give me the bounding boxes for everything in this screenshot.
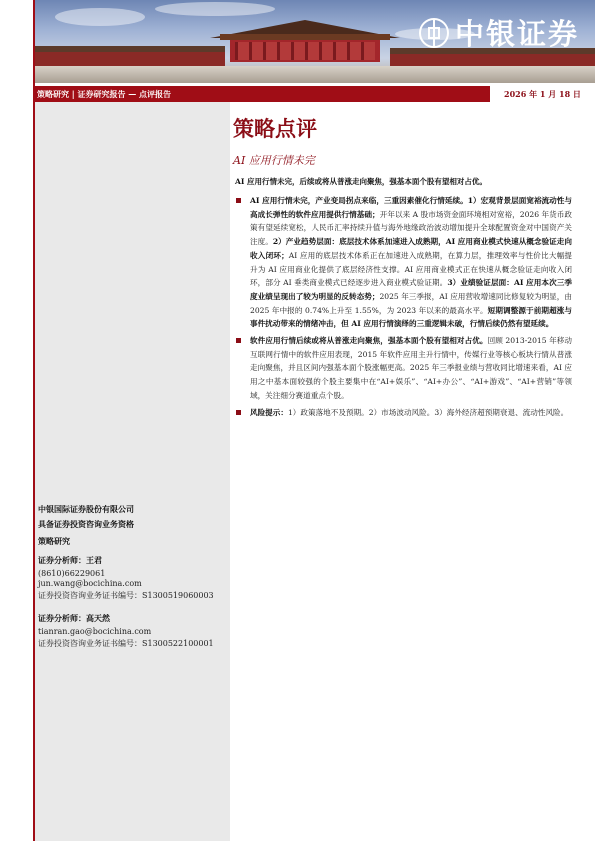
bullet-text-bold: 2）产业趋势层面：底层技术体系加速进入成熟期，AI 应用商业模式快速从概念验证走向收入闭环；: [250, 237, 573, 260]
square-bullet-icon: [236, 410, 241, 415]
header-bar: [35, 86, 595, 102]
page-title: 策略点评: [233, 117, 317, 141]
company-qualification: 具备证券投资咨询业务资格: [38, 519, 134, 529]
brand-block: [419, 12, 579, 53]
bullet-text-bold: 3）业绩验证层面：AI 应用本次三季度业绩呈现出了较为明显的反转态势；: [250, 278, 573, 301]
analyst-phone: (8610)66229061: [38, 569, 106, 578]
company-name: 中银国际证券股份有限公司: [38, 504, 134, 514]
square-bullet-icon: [236, 338, 241, 343]
header-banner: [35, 0, 595, 83]
bullet-text: 1）政策落地不及预期。2）市场波动风险。3）海外经济超预期衰退、流动性风险。: [287, 407, 569, 417]
square-bullet-icon: [236, 198, 241, 203]
bullet-item: [236, 334, 572, 403]
bullet-item: [236, 406, 572, 420]
department: 策略研究: [38, 536, 70, 546]
report-category: 策略研究 | 证券研究报告 — 点评报告: [37, 89, 172, 99]
bullet-text: AI 应用的底层技术体系正在加速进入成熟期，在算力层，推理效率与性价比大幅提升为 AI 应用商业化提供了底层经济性支撑。AI 应用商业模式正在快速从概念验证走向收入闭环，部分 AI 垂类商业模式已经逐步进入商业模式验证期。: [250, 250, 572, 288]
sidebar: [35, 102, 230, 841]
bullet-list: [236, 194, 572, 422]
report-date: 2026 年 1 月 18 日: [490, 86, 595, 102]
analyst-cert: 证券投资咨询业务证书编号：S1300522100001: [38, 639, 214, 648]
analyst-name: 证券分析师：王君: [38, 555, 102, 565]
bullet-item: [236, 194, 572, 331]
page-subtitle: AI 应用行情未完: [233, 154, 315, 167]
boc-logo-icon: [419, 18, 449, 48]
bullet-text-bold: AI 应用行情未完，产业变局拐点来临，三重因素催化行情延续。1）宏观背景层面宽裕流动性与高成长弹性的软件应用提供行情基础；: [250, 196, 572, 219]
summary-line: AI 应用行情未完，后续或将从普涨走向聚焦，强基本面个股有望相对占优。: [235, 177, 487, 186]
analyst-email[interactable]: tianran.gao@bocichina.com: [38, 627, 152, 636]
bullet-text: 开年以来 A 股市场资金面环境相对宽裕，2026 年货币政策有望延续宽松，人民币汇率持续升值与海外地缘政治波动增加提升全球配置资金对中国资产关注度。: [250, 209, 572, 247]
bullet-text-bold: 短期调整源于前期超涨与事件扰动带来的情绪冲击，但 AI 应用行情演绎的三重逻辑未破，行情后续仍然有望延续。: [250, 305, 573, 329]
brand-name: 中银证券: [454, 17, 579, 51]
analyst-name: 证券分析师：高天然: [38, 613, 110, 623]
analyst-email[interactable]: jun.wang@bocichina.com: [38, 579, 142, 588]
analyst-cert: 证券投资咨询业务证书编号：S1300519060003: [38, 591, 214, 600]
bullet-text: 2025 年三季报，AI 应用营收增速同比修复较为明显，由 2025 年中报的 0.74%上升至 1.55%，为 2023 年以来的最高水平。: [250, 291, 573, 315]
bullet-text-bold: 软件应用行情后续或将从普涨走向聚焦，强基本面个股有望相对占优。: [250, 336, 488, 346]
bullet-text: 回顾 2013-2015 年移动互联网行情中的软件应用表现，2015 年软件应用主升行情中，传媒行业等核心板块行情从普涨走向聚焦，并且区间内强基本面个股涨幅更高。2025 年三季报业绩与营收同比增速来看，AI 应用之中基本面较强的个股主要集中在“AI+娱乐”、“AI+办公”、“AI+游戏”、“AI+营销”等领域，关注细分赛道重点个股。: [250, 336, 572, 400]
bullet-text-bold: 风险提示：: [250, 407, 288, 417]
